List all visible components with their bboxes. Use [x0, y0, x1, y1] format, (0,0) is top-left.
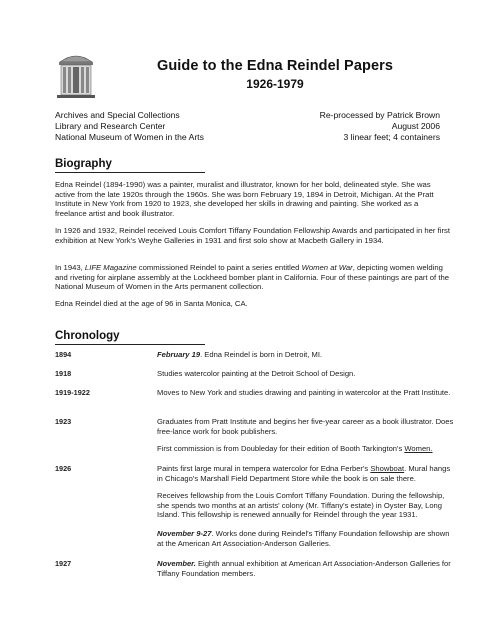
- processing-line: August 2006: [391, 121, 440, 131]
- chronology-heading: Chronology: [55, 330, 120, 342]
- entry-body: . Works done during Reindel's Tiffany Foundation fellowship are shown at the American Art Association-Anderson Galleries.: [157, 529, 450, 548]
- chronology-list: [55, 350, 455, 640]
- entry-text: Graduates from Pratt Institute and begins her five-year career as a book illustrator. Does free-lance work for book publishers.: [157, 417, 454, 436]
- entry-text: [157, 464, 457, 483]
- entry-text: [157, 559, 457, 578]
- repository-info: [55, 110, 204, 143]
- document-title: Guide to the Edna Reindel Papers: [156, 58, 394, 74]
- title-block: [110, 58, 440, 91]
- repository-line: National Museum of Women in the Arts: [55, 132, 204, 142]
- biography-paragraph: [55, 263, 450, 292]
- bio-text: In 1926 and 1932, Reindel received Louis Comfort Tiffany Foundation Fellowship Awards and participated in her first exhibition at New York's Weyhe Galleries in 1931 and first solo show at Macbeth Gallery in 1934.: [55, 226, 450, 245]
- entry-year: 1926: [55, 464, 72, 473]
- biography-paragraph: [55, 180, 450, 218]
- repository-line: Archives and Special Collections: [55, 110, 180, 120]
- entry-text: [157, 529, 457, 548]
- processing-info: [320, 110, 440, 143]
- biography-rule: [55, 172, 205, 173]
- entry-year: 1927: [55, 559, 72, 568]
- bio-text: Edna Reindel died at the age of 96 in Santa Monica, CA.: [55, 299, 248, 308]
- entry-body: First commission is from Doubleday for their edition of Booth Tarkington's: [157, 444, 405, 453]
- entry-text: Moves to New York and studies drawing and painting in watercolor at the Pratt Institute.: [157, 388, 451, 397]
- chronology-rule: [55, 344, 205, 345]
- bio-text: , depicting women welding and riveting for airplane assembly at the Lockheed bomber plant in California. Four of these paintings are part of the National Museum of Women in the Arts permanent collection.: [55, 263, 449, 292]
- series-title: Women at War: [301, 263, 353, 272]
- magazine-title: LIFE Magazine: [84, 263, 137, 272]
- bio-text: In 1943,: [55, 263, 85, 272]
- museum-building-logo: [54, 50, 98, 100]
- biography-paragraph: [55, 226, 450, 245]
- entry-year: 1923: [55, 417, 72, 426]
- biography-paragraph: [55, 299, 450, 309]
- entry-body: . Edna Reindel is born in Detroit, MI.: [200, 350, 323, 359]
- biography-heading: Biography: [55, 158, 112, 170]
- entry-body: Paints first large mural in tempera watercolor for Edna Ferber's: [157, 464, 371, 473]
- entry-date: November.: [157, 559, 196, 568]
- processing-line: 3 linear feet; 4 containers: [343, 132, 440, 142]
- entry-date: November 9-27: [157, 529, 212, 538]
- entry-date: February 19: [157, 350, 201, 359]
- book-title: Showboat: [370, 464, 405, 473]
- date-range: 1926-1979: [246, 77, 304, 91]
- bio-text: commissioned Reindel to paint a series entitled: [136, 263, 302, 272]
- entry-year: 1894: [55, 350, 72, 359]
- entry-text: Studies watercolor painting at the Detroit School of Design.: [157, 369, 356, 378]
- entry-year: 1918: [55, 369, 72, 378]
- entry-text: [157, 350, 457, 360]
- repository-line: Library and Research Center: [55, 121, 166, 131]
- entry-body: Eighth annual exhibition at American Art Association-Anderson Galleries for Tiffany Foundation members.: [157, 559, 451, 578]
- entry-text: [157, 444, 457, 454]
- processing-line: Re-processed by Patrick Brown: [319, 110, 440, 120]
- entry-body: . Mural hangs in Chicago's Marshall Field Department Store while the book is on sale there.: [157, 464, 451, 483]
- entry-year: 1919-1922: [55, 388, 90, 397]
- book-title: Women.: [404, 444, 433, 453]
- bio-text: Edna Reindel (1894-1990) was a painter, muralist and illustrator, known for her bold, delineated style. She was active from the late 1920s through the 1960s. She was born February 19, 1894 in Detroit, Michigan. At the Pratt Institute in New York from 1920 to 1923, she developed her skills in drawing and painting. She worked as a freelance artist and book illustrator.: [55, 180, 434, 218]
- entry-text: Receives fellowship from the Louis Comfort Tiffany Foundation. During the fellowship, she spends two months at an artists' colony (Mr. Tiffany's estate) in Oyster Bay, Long Island. This fellowship is renewed annually for Reindel through the year 1931.: [157, 491, 445, 520]
